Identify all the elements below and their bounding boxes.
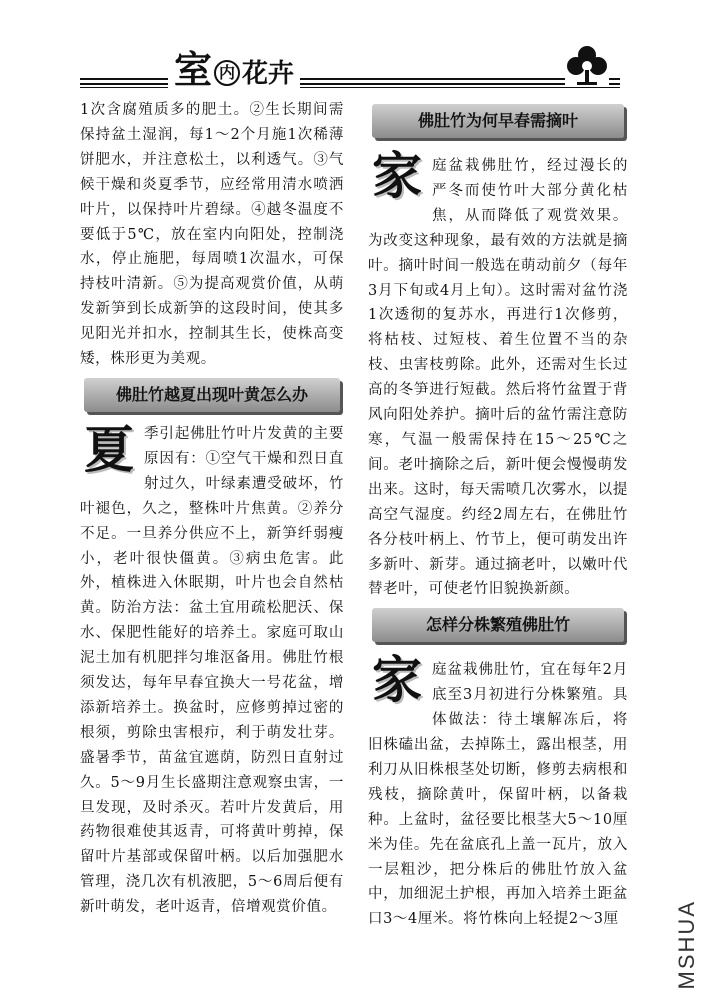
section-title-summer-yellow-leaves: 佛肚竹越夏出现叶黄怎么办 [84, 378, 340, 412]
header-rule [80, 83, 620, 85]
section-paragraph: 庭盆栽佛肚竹，经过漫长的严冬而使竹叶大部分黄化枯焦，从而降低了观赏效果。为改变这种现象，最有效的方法就是摘叶。摘叶时间一般选在萌动前夕（每年3月下旬或4月上旬）。这时需对盆竹浇1次透彻的复苏水，再进行1次修剪，将枯枝、过短枝、着生位置不当的杂枝、虫害枝剪除。此外，还需对生长过高的冬笋进行短截。然后将竹盆置于背风向阳处养护。摘叶后的盆竹需注意防寒，气温一般需保持在15～25℃之间。老叶摘除之后，新叶便会慢慢萌发出来。这时，每天需喷几次雾水，以提高空气湿度。约经2周左右，在佛肚竹各分枝叶柄上、竹节上，便可萌发出许多新叶、新芽。通过摘老叶，以嫩叶代替老叶，可使老竹旧貌换新颜。 [368, 158, 628, 598]
section-paragraph: 季引起佛肚竹叶片发黄的主要原因有：①空气干燥和烈日直射过久，叶绿素遭受破坏，竹叶褪色，久之，整株叶片焦黄。②养分不足。一旦养分供应不上，新笋纤弱瘦小，老叶很快僵黄。③病虫危害。此外，植株进入休眠期，叶片也会自然枯黄。防治方法：盆土宜用疏松肥沃、保水、保肥性能好的培养土。家庭可取山泥土加有机肥拌匀堆沤备用。佛肚竹根须发达，每年早春宜换大一号花盆，增添新培养土。换盆时，应修剪掉过密的根须，剪除虫害根疖，利于萌发壮芽。盛暑季节，苗盆宜遮荫，防烈日直射过久。5～9月生长盛期注意观察虫害，一旦发现，及时杀灭。若叶片发黄后，用药物很难使其返青，可将黄叶剪掉，保留叶片基部或保留叶柄。以后加强肥水管理，浇几次有机液肥，5～6周后便有新叶萌发，老叶返青，倍增观赏价值。 [80, 425, 344, 916]
column-title-small: 内 [214, 60, 240, 86]
dropcap: 夏 [84, 419, 134, 479]
dropcap: 家 [372, 146, 422, 205]
column-title [168, 46, 300, 90]
section-title-spring-leaf-picking: 佛肚竹为何早春需摘叶 [372, 104, 624, 138]
left-column [80, 98, 344, 920]
column-title-big: 室 [174, 47, 213, 92]
right-column [368, 98, 628, 932]
section-spring-leaf-picking [368, 148, 628, 602]
club-flower-icon [565, 44, 609, 86]
intro-paragraph: 1次含腐殖质多的肥土。②生长期间需保持盆土湿润，每1～2个月施1次稀薄饼肥水，并注意松土，以利透气。③气候干燥和炎夏季节，应经常用清水喷洒叶片，以保持叶片碧绿。④越冬温度不要低于5℃，放在室内向阳处，控制浇水，停止施肥，每周喷1次温水，可保持枝叶清新。⑤为提高观赏价值，从萌发新笋到长成新笋的这段时间，使其多见阳光并扣水，控制其生长，使株高变矮，株形更为美观。 [80, 102, 344, 368]
page-header [80, 42, 620, 94]
dropcap: 家 [372, 650, 422, 710]
section-paragraph: 庭盆栽佛肚竹，宜在每年2月底至3月初进行分株繁殖。具体做法：待土壤解冻后，将旧株磕出盆，去掉陈土，露出根茎，用利刀从旧株根茎处切断，修剪去病根和残枝，摘除黄叶，保留叶柄，以备栽种。上盆时，盆径要比根茎大5～10厘米为佳。先在盆底孔上盖一瓦片，放入一层粗沙，把分株后的佛肚竹放入盆中，加细泥土护根，再加入培养土距盆口3～4厘米。将竹株向上轻提2～3厘 [368, 662, 628, 928]
section-title-division-propagation: 怎样分株繁殖佛肚竹 [372, 608, 624, 642]
column-title-rest: 花卉 [242, 59, 295, 89]
header-rule [80, 87, 620, 88]
watermark: MSHUA [674, 899, 699, 989]
section-summer-yellow-leaves [80, 419, 344, 920]
header-rule [80, 78, 620, 80]
section-division-propagation [368, 652, 628, 932]
